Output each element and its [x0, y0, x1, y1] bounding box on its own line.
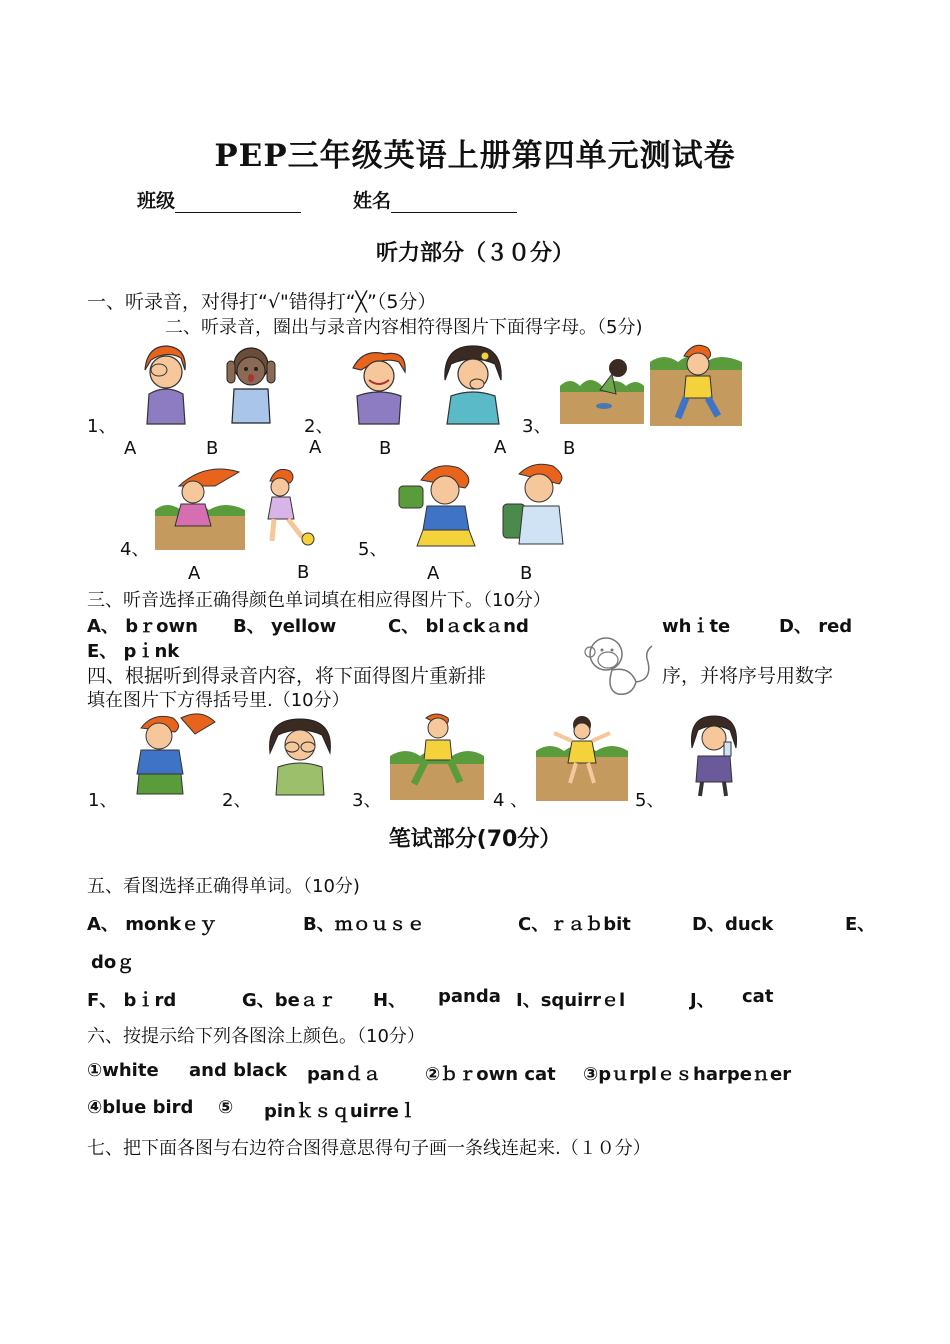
q2-letter-1a: A	[124, 438, 137, 459]
question-3: 三、听音选择正确得颜色单词填在相应得图片下。（10分）	[87, 590, 551, 611]
question-4: 四、根据听到得录音内容，将下面得图片重新排	[87, 665, 487, 687]
girl-crying-image	[262, 713, 338, 797]
class-label: 班级	[137, 190, 176, 212]
q6-item-5-mark: ⑤	[218, 1097, 234, 1118]
q6-item-2: ②ｂｒown cat	[425, 1064, 556, 1085]
boy-with-backpack-image	[497, 460, 573, 546]
girl-eating-image	[343, 346, 415, 426]
question-6: 六、按提示给下列各图涂上颜色。（10分）	[87, 1026, 425, 1047]
q6-item-3: ③pｕrplｅｓharpeｎer	[583, 1064, 792, 1085]
question-4-cont: 序，并将序号用数字	[662, 665, 834, 687]
listening-heading: 听力部分（３０分）	[375, 241, 574, 266]
name-blank[interactable]	[391, 190, 517, 213]
q5-option-b: B、ｍｏｕｓｅ	[303, 914, 425, 935]
q6-item-4: ④blue bird	[87, 1097, 194, 1118]
class-blank[interactable]	[175, 190, 301, 213]
girl-with-school-bag-image	[395, 460, 491, 552]
question-5: 五、看图选择正确得单词。（10分)	[87, 876, 360, 897]
girl-sitting-on-ground-image	[155, 466, 245, 550]
q5-option-d: D、duck	[692, 914, 774, 935]
girl-covering-eyes-image	[137, 340, 193, 426]
q3-option-b: B、 yellow	[233, 616, 337, 637]
q2-letter-4a: A	[188, 563, 201, 584]
page-title: PEP三年级英语上册第四单元测试卷	[214, 138, 736, 174]
q2-number-3: 3、	[522, 416, 552, 437]
boy-running-image	[650, 340, 742, 426]
q2-letter-3a: A	[494, 437, 507, 458]
q2-number-4: 4、	[120, 539, 150, 560]
q6-item-5: pinｋｓｑuirreｌ	[264, 1101, 417, 1122]
q6-item-1c: panｄａ	[307, 1064, 381, 1085]
question-1: 一、听录音，对得打“√"错得打“╳”（5分）	[87, 291, 437, 313]
q3-option-a: A、 bｒown	[87, 616, 198, 637]
boy-picking-up-image	[390, 712, 484, 800]
q2-letter-5b: B	[520, 563, 533, 584]
q4-number-2: 2、	[222, 790, 252, 811]
q4-number-3: 3、	[352, 790, 382, 811]
q2-number-1: 1、	[87, 416, 117, 437]
girl-with-hand-on-mouth-image	[437, 340, 509, 426]
name-label: 姓名	[353, 190, 392, 212]
class-field[interactable]	[137, 186, 301, 213]
boy-hands-on-ears-image	[222, 343, 280, 425]
q5-option-g: G、beａｒ	[242, 990, 336, 1011]
q5-option-e: E、	[845, 914, 876, 935]
q4-number-1: 1、	[88, 790, 118, 811]
question-4-line2: 填在图片下方得括号里.（10分）	[87, 690, 350, 711]
girl-kicking-ball-image	[256, 465, 328, 551]
q5-option-j: J、	[690, 990, 715, 1011]
question-7: 七、把下面各图与右边符合图得意思得句子画一条线连起来.（１０分）	[87, 1138, 651, 1159]
q3-option-c: C、 blａckａnd	[388, 616, 529, 637]
writing-heading: 笔试部分(70分）	[388, 827, 562, 852]
name-field[interactable]	[353, 186, 517, 213]
q2-letter-5a: A	[427, 563, 440, 584]
q2-letter-3b: B	[563, 438, 576, 459]
monkey-image	[582, 632, 658, 702]
boy-waving-image	[125, 708, 219, 800]
q2-letter-1b: B	[206, 438, 219, 459]
q5-option-e-word: doｇ	[91, 952, 135, 973]
q3-option-c-cont: whｉte	[662, 616, 731, 637]
q2-letter-2b: B	[379, 438, 392, 459]
q5-option-j-word: cat	[742, 986, 774, 1007]
question-2: 二、听录音，圈出与录音内容相符得图片下面得字母。（5分)	[165, 317, 643, 338]
q4-number-4: 4 、	[493, 790, 529, 811]
q2-number-2: 2、	[304, 416, 334, 437]
girl-jumping-image	[536, 713, 628, 801]
q2-letter-2a: A	[309, 437, 322, 458]
q2-letter-4b: B	[297, 562, 310, 583]
girl-drinking-image	[684, 712, 744, 798]
q2-number-5: 5、	[358, 539, 388, 560]
q4-number-5: 5、	[635, 790, 665, 811]
q5-option-i: I、squirrｅl	[516, 990, 626, 1011]
q6-item-1b: and black	[189, 1060, 287, 1081]
q5-option-c: C、ｒａｂbit	[518, 914, 631, 935]
q3-option-d: D、 red	[779, 616, 853, 637]
q5-option-f: F、 bｉrd	[87, 990, 177, 1011]
q6-item-1: ①white	[87, 1060, 159, 1081]
q5-option-h: H、	[373, 990, 407, 1011]
q5-option-h-word: panda	[438, 986, 501, 1007]
q5-option-a: A、 monkｅｙ	[87, 914, 218, 935]
girl-bending-over-image	[560, 356, 644, 424]
q3-option-e: E、 pｉnk	[87, 641, 180, 662]
